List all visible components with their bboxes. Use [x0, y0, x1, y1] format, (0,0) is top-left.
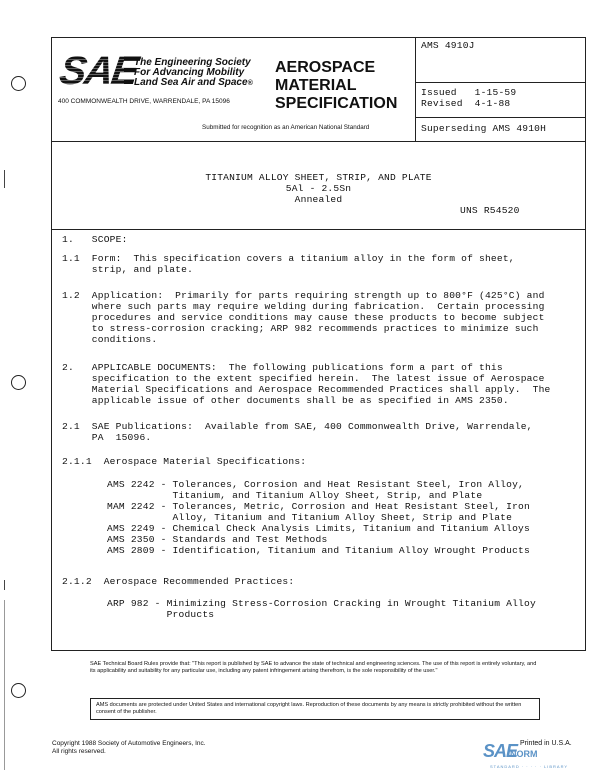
ansi-submission-note: Submitted for recognition as an American National Standard [202, 124, 370, 131]
header-divider [415, 82, 586, 83]
binder-hole-bottom [11, 683, 26, 698]
scan-mark [4, 600, 5, 770]
title-divider [51, 229, 586, 230]
watermark-subtitle: STANDARD · · · · · LIBRARY [490, 764, 569, 769]
section-form: 1.1 Form: This specification covers a titanium alloy in the form of sheet, strip, and plate. [62, 253, 515, 275]
material-title: TITANIUM ALLOY SHEET, STRIP, AND PLATE 5Al - 2.5Sn Annealed [205, 172, 432, 205]
document-id: AMS 4910J [421, 40, 475, 51]
binder-hole-top [11, 76, 26, 91]
copyright-notice: AMS documents are protected under United States and international copyright laws. Reproduction of these documents by any means is strictly prohibited without the written consent of the publisher. [90, 698, 540, 720]
spec-type: AEROSPACE MATERIAL SPECIFICATION [275, 59, 398, 112]
section-scope: 1. SCOPE: [62, 234, 128, 245]
technical-board-rules: SAE Technical Board Rules provide that: "This report is published by SAE to advance the state of technical and engineering sciences. The use of this report is entirely voluntary, and its applicability and suitability for any particular use, including any patent infringement arising therefrom, is the sole responsibility of the user." [90, 661, 537, 674]
sae-logo-stripes [60, 54, 124, 90]
binder-hole-middle [11, 375, 26, 390]
header-divider [415, 117, 586, 118]
uns-number: UNS R54520 [460, 205, 520, 216]
section-applicable-documents: 2. APPLICABLE DOCUMENTS: The following publications form a part of this specification to the extent specified herein. The latest issue of Aerospace Material Specifications and Aerospace Recommended Practices shall apply. The applicable issue of other documents shall be as specified in AMS 2350. [62, 362, 551, 406]
section-sae-publications: 2.1 SAE Publications: Available from SAE, 400 Commonwealth Drive, Warrendale, PA 15096. [62, 421, 533, 443]
watermark-logo: SAE [483, 741, 518, 761]
section-ams-heading: 2.1.1 Aerospace Material Specifications: [62, 456, 307, 467]
section-arp-heading: 2.1.2 Aerospace Recommended Practices: [62, 576, 295, 587]
printed-in: Printed in U.S.A. [520, 740, 572, 747]
issue-dates: Issued 1-15-59 Revised 4-1-88 [421, 87, 517, 109]
section-application: 1.2 Application: Primarily for parts requiring strength up to 800°F (425°C) and where such parts may require welding during fabrication. Certain processing procedures and service conditions may cause these products to become subject to stress-corrosion cracking; ARP 982 recommends practices to minimize such conditions. [62, 290, 545, 345]
superseding: Superseding AMS 4910H [421, 123, 547, 134]
scan-mark [4, 580, 5, 590]
sae-logo: SAE [56, 49, 140, 93]
society-address: 400 COMMONWEALTH DRIVE, WARRENDALE, PA 15096 [58, 98, 230, 105]
copyright-line: Copyright 1988 Society of Automotive Engineers, Inc. All rights reserved. [52, 740, 206, 755]
watermark-norm: NORM [510, 749, 538, 759]
society-tagline: The Engineering Society For Advancing Mobility Land Sea Air and Space® [134, 57, 253, 88]
ams-reference-list: AMS 2242 - Tolerances, Corrosion and Heat Resistant Steel, Iron Alloy, Titanium, and Titanium Alloy Sheet, Strip, and Plate MAM 2242 - Tolerances, Metric, Corrosion and Heat Resistant Steel, Iron Alloy, Titanium and Titanium Alloy Sheet, Strip and Plate AMS 2249 - Chemical Check Analysis Limits, Titanium and Titanium Alloys AMS 2350 - Standards and Test Methods AMS 2809 - Identification, Titanium and Titanium Alloy Wrought Products [107, 479, 530, 556]
scan-mark [4, 170, 5, 188]
arp-reference-list: ARP 982 - Minimizing Stress-Corrosion Cracking in Wrought Titanium Alloy Products [107, 598, 536, 620]
